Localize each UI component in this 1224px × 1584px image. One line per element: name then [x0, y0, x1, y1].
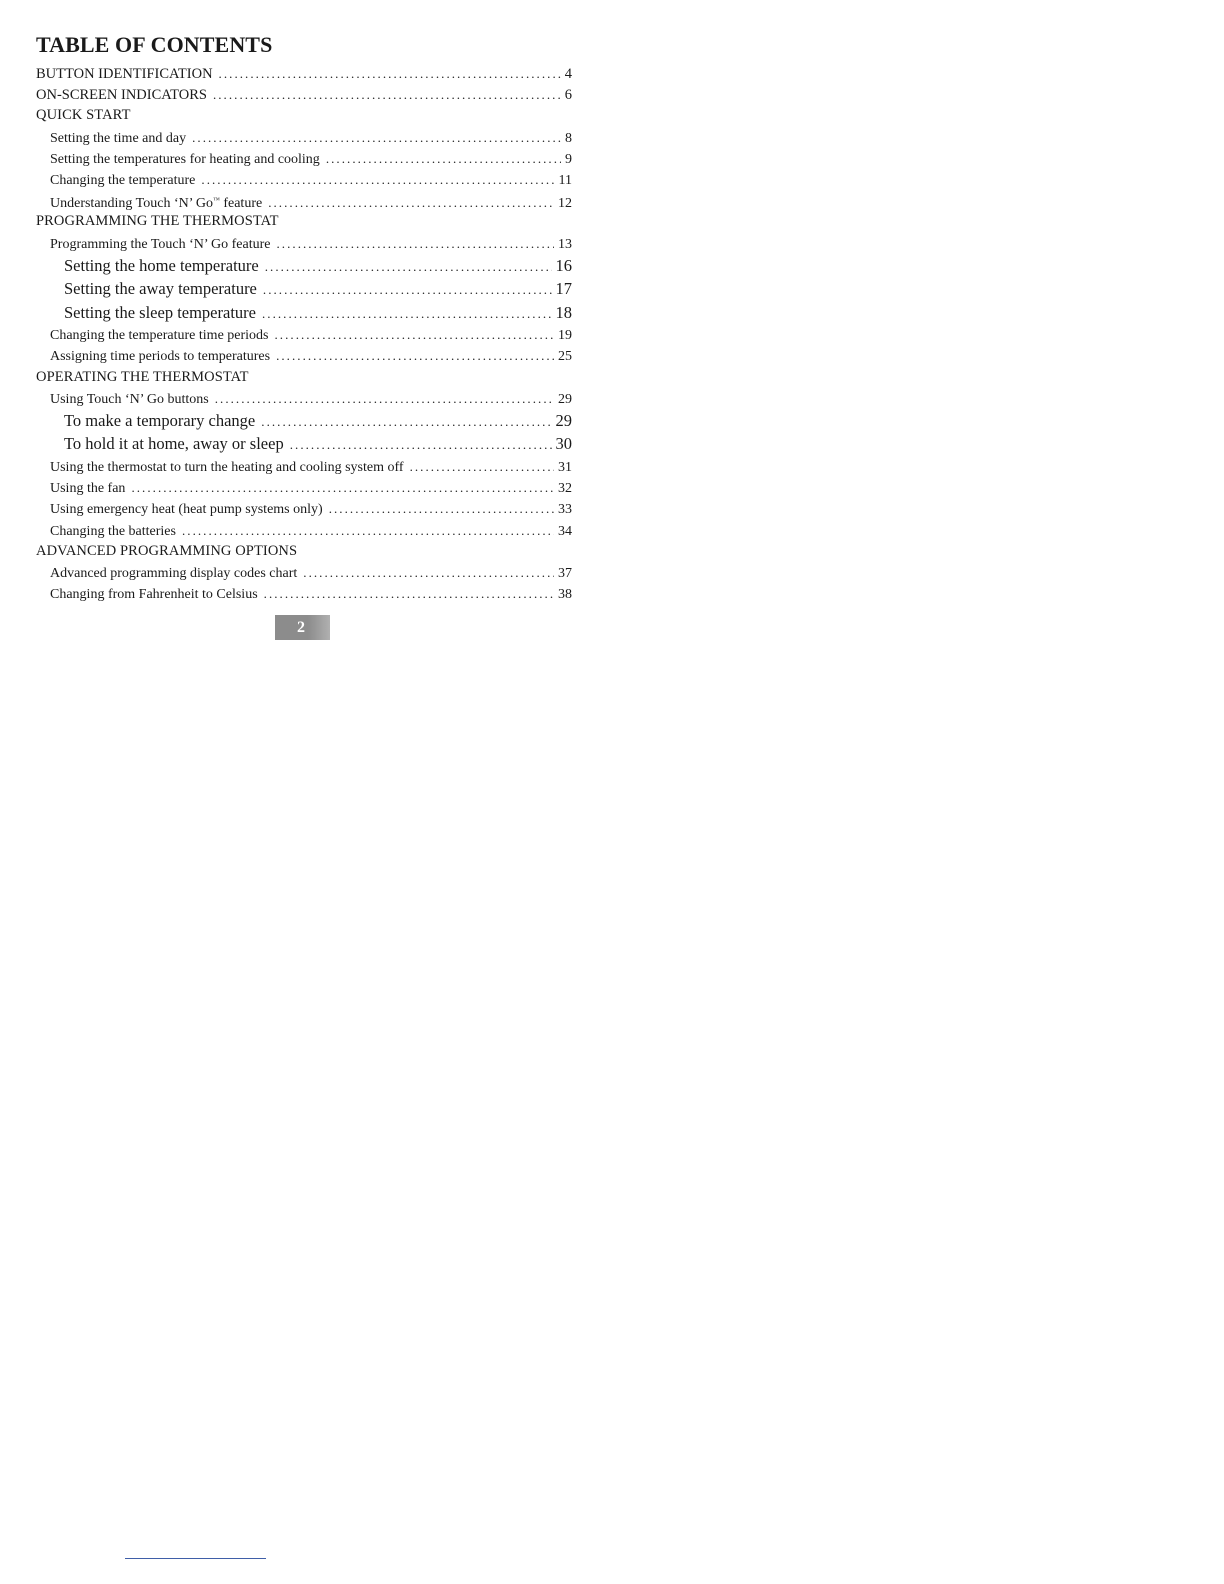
toc-entry[interactable] — [36, 345, 572, 366]
toc-entry-label: QUICK START — [36, 107, 131, 124]
toc-entry[interactable] — [36, 432, 572, 456]
toc-entry-label: ADVANCED PROGRAMMING OPTIONS — [36, 542, 298, 559]
toc-title: TABLE OF CONTENTS — [36, 32, 273, 57]
toc-page-number: 29 — [555, 410, 572, 430]
toc-page-number: 37 — [558, 565, 572, 581]
toc-entry-text — [50, 346, 276, 367]
dot-leader — [329, 498, 554, 519]
toc-entry[interactable] — [36, 562, 572, 583]
toc-entry-label: Changing the temperature — [50, 172, 196, 188]
toc-entry[interactable] — [36, 127, 572, 148]
dot-leader — [264, 583, 554, 604]
dot-leader — [213, 84, 561, 105]
toc-entry[interactable] — [36, 63, 572, 84]
toc-entry-label: Understanding Touch ‘N’ Go — [50, 196, 213, 212]
page-number-badge — [275, 615, 330, 640]
toc-entry-label: Setting the sleep temperature — [64, 302, 256, 322]
toc-entry-text — [50, 563, 303, 584]
toc-entry-text — [50, 149, 326, 170]
toc-entry-text — [50, 234, 277, 255]
toc-entry-text — [50, 499, 329, 520]
toc-page-number: 38 — [558, 587, 572, 603]
toc-page-number: 29 — [558, 391, 572, 407]
dot-leader — [275, 324, 555, 345]
dot-leader — [261, 410, 551, 434]
toc-entry-text — [64, 409, 261, 433]
toc-entry-text — [50, 457, 410, 478]
toc-entry[interactable] — [36, 301, 572, 325]
toc-page-number: 17 — [555, 279, 572, 299]
trademark-mark: ™ — [212, 196, 220, 205]
dot-leader — [276, 345, 554, 366]
toc-page-number: 16 — [555, 255, 572, 275]
toc-page-number: 33 — [558, 502, 572, 518]
page-badge-fade — [308, 615, 330, 640]
toc-page-number: 34 — [558, 523, 572, 539]
toc-page-number: 12 — [558, 196, 572, 212]
toc-entry-text — [36, 211, 285, 232]
toc-entry-text — [36, 105, 137, 126]
toc-entry-text — [50, 521, 182, 542]
toc-entry-label: Assigning time periods to temperatures — [50, 349, 271, 365]
toc-entry[interactable] — [36, 148, 572, 169]
toc-section-heading — [36, 541, 572, 562]
dot-leader — [265, 255, 552, 279]
toc-entry-label: Using the fan — [50, 481, 126, 497]
toc-entry-label: Using emergency heat (heat pump systems only) — [50, 502, 323, 518]
dot-leader — [131, 477, 554, 498]
toc-entry-label: Changing from Fahrenheit to Celsius — [50, 587, 258, 603]
toc-page-number: 25 — [558, 349, 572, 365]
toc-entry-label: OPERATING THE THERMOSTAT — [36, 368, 249, 385]
toc-entry-text — [36, 541, 303, 562]
toc-entry-text — [50, 389, 215, 410]
toc-entry[interactable] — [36, 477, 572, 498]
dot-leader — [263, 278, 552, 302]
toc-entry-text — [36, 367, 255, 388]
toc-entry[interactable] — [36, 190, 572, 211]
dot-leader — [192, 127, 561, 148]
dot-leader — [290, 433, 552, 457]
toc-entry-label: PROGRAMMING THE THERMOSTAT — [36, 213, 279, 230]
toc-entry-text — [64, 277, 263, 301]
toc-entry[interactable] — [36, 388, 572, 409]
dot-leader — [303, 562, 554, 583]
toc-entry-text — [36, 85, 213, 106]
toc-entry-text — [64, 301, 262, 325]
toc-entry-label: Using Touch ‘N’ Go buttons — [50, 391, 209, 407]
dot-leader — [268, 192, 554, 213]
toc-entry-text — [64, 254, 265, 278]
toc-entry-text — [50, 584, 264, 605]
toc-entry-label: Programming the Touch ‘N’ Go feature — [50, 236, 271, 252]
toc-page-number: 11 — [558, 172, 572, 188]
toc-entry-text — [36, 64, 219, 85]
dot-leader — [215, 388, 554, 409]
toc-page-number: 30 — [555, 434, 572, 454]
toc-entry[interactable] — [36, 498, 572, 519]
toc-section-heading — [36, 105, 572, 126]
table-of-contents — [36, 30, 572, 604]
toc-page-number: 6 — [564, 87, 572, 104]
dot-leader — [410, 456, 554, 477]
toc-entry[interactable] — [36, 169, 572, 190]
toc-page-number: 8 — [565, 130, 572, 146]
toc-entry-label: To hold it at home, away or sleep — [64, 434, 284, 454]
toc-entry-text — [64, 432, 290, 456]
dot-leader — [326, 148, 561, 169]
dot-leader — [182, 520, 554, 541]
toc-entry[interactable] — [36, 583, 572, 604]
toc-entry[interactable] — [36, 84, 572, 105]
toc-entry-text — [50, 478, 131, 499]
dot-leader — [277, 233, 555, 254]
footer-rule — [125, 1558, 266, 1559]
toc-entry-text — [50, 170, 201, 191]
toc-entry-label: BUTTON IDENTIFICATION — [36, 66, 213, 82]
toc-list — [36, 63, 572, 604]
toc-entry-label: ON-SCREEN INDICATORS — [36, 87, 207, 104]
toc-entry-label: Using the thermostat to turn the heating and cooling system off — [50, 459, 404, 475]
dot-leader — [201, 169, 554, 190]
toc-entry[interactable] — [36, 277, 572, 301]
page-number: 2 — [297, 619, 305, 636]
toc-entry-label: Changing the temperature time periods — [50, 328, 269, 344]
toc-entry-label: Advanced programming display codes chart — [50, 565, 298, 581]
toc-entry-label-suffix: feature — [223, 196, 263, 212]
toc-entry[interactable] — [36, 233, 572, 254]
toc-entry-label: Setting the temperatures for heating and cooling — [50, 151, 320, 167]
toc-page-number: 18 — [555, 302, 572, 322]
toc-page-number: 4 — [564, 66, 572, 82]
toc-section-heading — [36, 367, 572, 388]
toc-entry-label: To make a temporary change — [64, 410, 256, 430]
toc-section-heading — [36, 211, 572, 232]
toc-entry[interactable] — [36, 456, 572, 477]
toc-entry-label: Changing the batteries — [50, 523, 176, 539]
toc-entry-label: Setting the home temperature — [64, 255, 259, 275]
dot-leader — [262, 302, 552, 326]
toc-entry-text — [50, 325, 275, 346]
toc-page-number: 31 — [558, 459, 572, 475]
toc-entry-label: Setting the away temperature — [64, 279, 257, 299]
toc-page-number: 19 — [558, 328, 572, 344]
toc-entry[interactable] — [36, 254, 572, 278]
toc-page-number: 9 — [565, 151, 572, 167]
toc-entry-label: Setting the time and day — [50, 130, 187, 146]
dot-leader — [219, 63, 561, 84]
toc-entry[interactable] — [36, 520, 572, 541]
toc-entry[interactable] — [36, 324, 572, 345]
toc-entry-text — [50, 128, 192, 149]
toc-page-number: 13 — [558, 236, 572, 252]
toc-page-number: 32 — [558, 481, 572, 497]
toc-entry[interactable] — [36, 409, 572, 433]
